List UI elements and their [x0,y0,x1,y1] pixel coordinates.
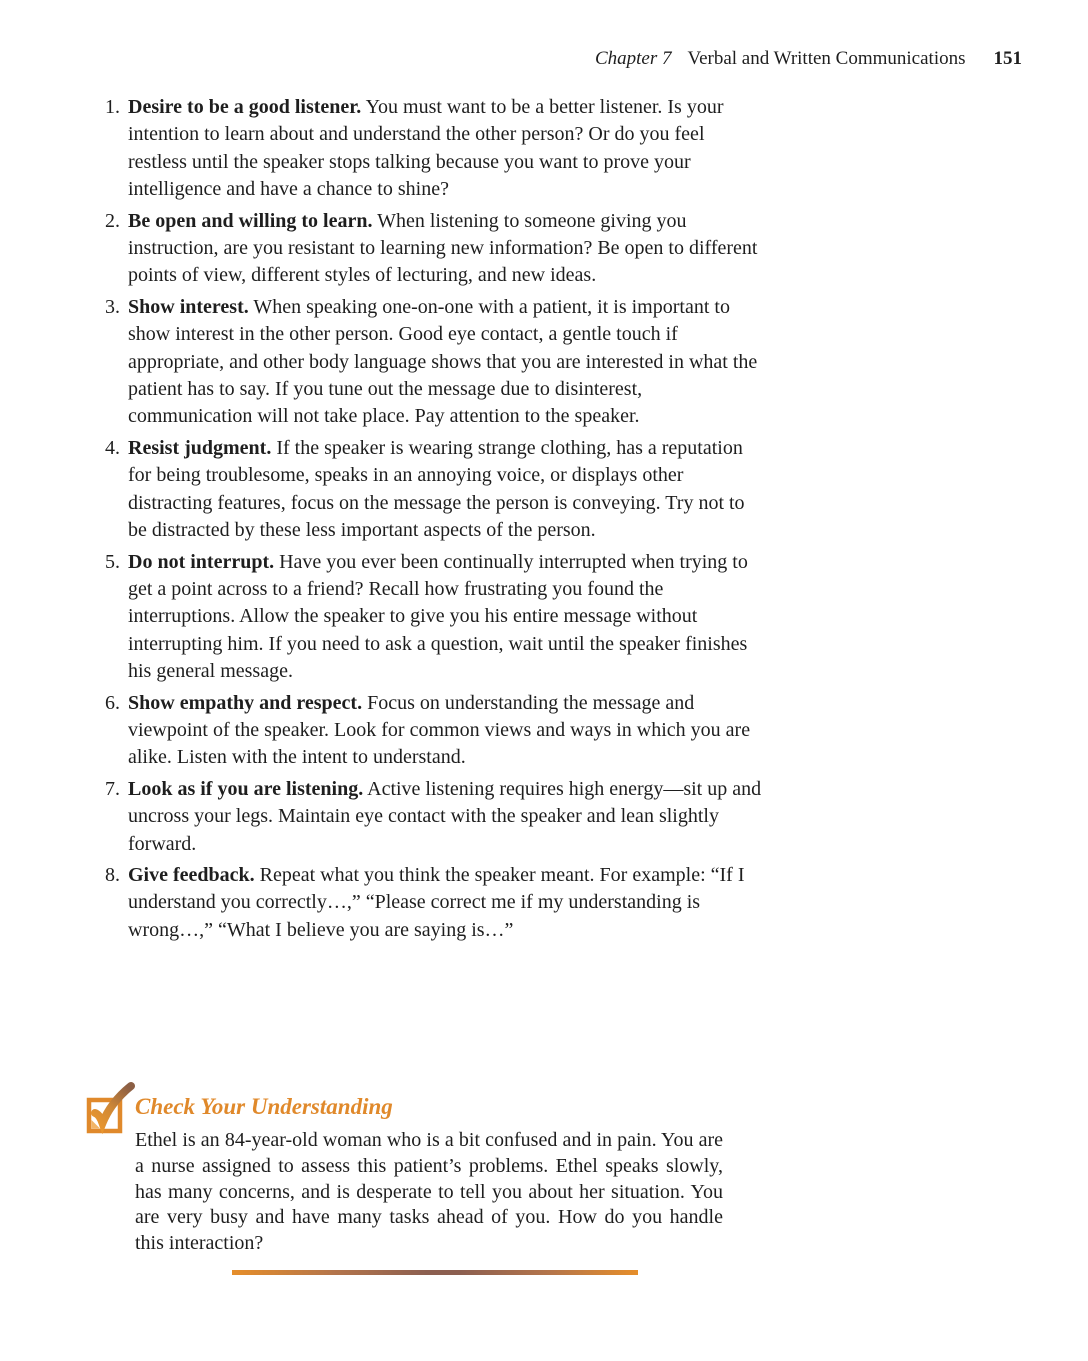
list-item-number: 7. [105,777,120,800]
list-item-text: Give feedback. Repeat what you think the speaker meant. For example: “If I understand you correctly…,” “Please correct me if my understanding is wrong…,” “What I believe you are saying is…” [128,863,745,941]
listening-tips-list [94,94,766,948]
list-item-number: 3. [105,295,120,318]
list-item [94,690,766,772]
list-item [94,435,766,545]
list-item [94,94,766,204]
list-item-text: Show interest. When speaking one-on-one with a patient, it is important to show interest in the other person. Good eye contact, a gentle touch if appropriate, and other body language shows that you are interested in what the patient has to say. If you tune out the message due to disinterest, communication will not take place. Pay attention to the speaker. [128,295,758,428]
check-content [135,1078,735,1275]
list-item-text: Do not interrupt. Have you ever been continually interrupted when trying to get a point across to a friend? Recall how frustrating you found the interruptions. Allow the speaker to give you his entire message without interrupting him. If you need to ask a question, wait until the speaker finishes his general message. [128,550,748,683]
list-item-text: Show empathy and respect. Focus on understanding the message and viewpoint of the speaker. Look for common views and ways in which you are alike. Listen with the intent to understand. [128,691,751,769]
list-item [94,549,766,686]
list-item [94,862,766,944]
list-item-text: Resist judgment. If the speaker is wearing strange clothing, has a reputation for being troublesome, speaks in an annoying voice, or displays other distracting features, focus on the message the person is conveying. Try not to be distracted by these less important aspects of the person. [128,436,745,542]
list-item-text: Look as if you are listening. Active listening requires high energy—sit up and uncross your legs. Maintain eye contact with the speaker and lean slightly forward. [128,777,762,855]
list-item-text: Desire to be a good listener. You must want to be a better listener. Is your intention to learn about and understand the other person? Or do you feel restless until the speaker stops talking because you want to prove your intelligence and have a chance to shine? [128,96,724,201]
check-heading: Check Your Understanding [135,1094,393,1119]
list-item-text: Be open and willing to learn. When listening to someone giving you instruction, are you resistant to learning new information? Be open to different points of view, different styles of lecturing, and new ideas. [128,209,758,287]
chapter-label: Chapter 7 [594,48,672,69]
check-body-text: Ethel is an 84-year-old woman who is a bit confused and in pain. You are a nurse assigned to assess this patient’s problems. Ethel speaks slowly, has many concerns, and is desperate to tell you about her situation. You are very busy and have many tasks ahead of you. How do you handle this interaction? [135,1129,723,1255]
list-item [94,294,766,431]
list-item-number: 2. [105,209,120,232]
list-item [94,208,766,290]
list-item-number: 1. [105,96,120,118]
list-item-number: 8. [105,863,120,886]
checkbox-check-icon [85,1078,135,1275]
page-number: 151 [993,48,1022,69]
page-header [595,48,1022,70]
gradient-rule [232,1270,638,1275]
list-item-number: 4. [105,436,120,459]
list-item [94,776,766,858]
list-item-number: 5. [105,550,120,573]
chapter-title: Verbal and Written Communications [687,48,966,69]
check-your-understanding-section [85,1078,735,1275]
list-item-number: 6. [105,691,120,714]
